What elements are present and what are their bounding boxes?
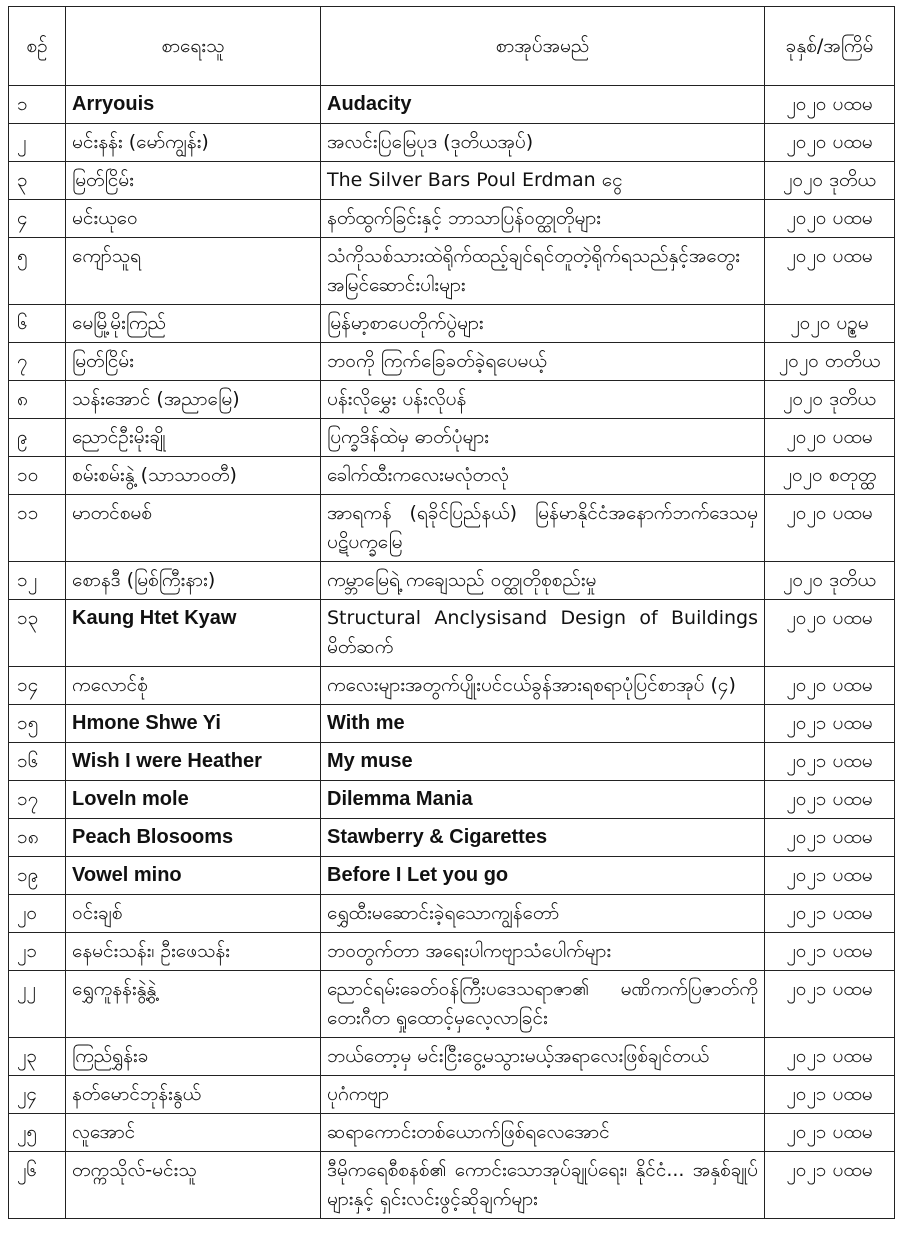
table-row	[9, 86, 895, 124]
row-author: နတ်မောင်ဘုန်းနွယ်	[66, 1076, 321, 1114]
row-title: ဘဝတွက်တာ အရေးပါကဗျာသံပေါက်များ	[321, 933, 765, 971]
row-title: ညောင်ရမ်းခေတ်ဝန်ကြီးပဒေသရာဇာ၏ မဏိကက်ပြဇာတ်ကို တေးဂီတ ရှုထောင့်မှလေ့လာခြင်း	[321, 971, 765, 1038]
row-number: ၇	[9, 343, 66, 381]
table-row	[9, 1152, 895, 1219]
row-edition: ၂၀၂၁ ပထမ	[765, 705, 895, 743]
row-title: Before I Let you go	[321, 857, 765, 895]
row-title: ကမ္ဘာမြေရဲ့ ကချေသည် ဝတ္ထုတိုစုစည်းမှု	[321, 562, 765, 600]
row-edition: ၂၀၂၀ ပဉ္စမ	[765, 305, 895, 343]
row-title: ဘဝကို ကြက်ခြေခတ်ခဲ့ရပေမယ့်	[321, 343, 765, 381]
row-number: ၁၉	[9, 857, 66, 895]
row-author: Hmone Shwe Yi	[66, 705, 321, 743]
row-number: ၂၄	[9, 1076, 66, 1114]
row-edition: ၂၀၂၁ ပထမ	[765, 895, 895, 933]
book-table	[8, 6, 895, 1219]
row-number: ၅	[9, 238, 66, 305]
row-edition: ၂၀၂၁ ပထမ	[765, 933, 895, 971]
row-title: Stawberry & Cigarettes	[321, 819, 765, 857]
row-number: ၉	[9, 419, 66, 457]
table-row	[9, 200, 895, 238]
row-title: အာရကန် (ရခိုင်ပြည်နယ်) မြန်မာနိုင်ငံအနောက်ဘက်ဒေသမှ ပဋိပက္ခမြေ	[321, 495, 765, 562]
row-author: နေမင်းသန်း၊ ဦးဖေသန်း	[66, 933, 321, 971]
row-edition: ၂၀၂၁ ပထမ	[765, 1152, 895, 1219]
row-edition: ၂၀၂၀ စတုတ္ထ	[765, 457, 895, 495]
row-author: မာတင်စမစ်	[66, 495, 321, 562]
row-edition: ၂၀၂၀ တတိယ	[765, 343, 895, 381]
row-author: ကြည်ရွှန်းခ	[66, 1038, 321, 1076]
row-number: ၂၅	[9, 1114, 66, 1152]
row-title: My muse	[321, 743, 765, 781]
table-row	[9, 667, 895, 705]
row-author: Vowel mino	[66, 857, 321, 895]
row-author: ကျော်သူရ	[66, 238, 321, 305]
row-title: ရွှေထီးမဆောင်းခဲ့ရသောကျွန်တော်	[321, 895, 765, 933]
row-author: ကလောင်စုံ	[66, 667, 321, 705]
table-row	[9, 162, 895, 200]
table-row	[9, 1038, 895, 1076]
table-row	[9, 705, 895, 743]
row-edition: ၂၀၂၀ ပထမ	[765, 419, 895, 457]
table-row	[9, 971, 895, 1038]
header-edition: ခုနှစ်/အကြိမ်	[765, 7, 895, 86]
row-number: ၈	[9, 381, 66, 419]
row-number: ၂၁	[9, 933, 66, 971]
table-row	[9, 343, 895, 381]
row-number: ၁၂	[9, 562, 66, 600]
row-author: Kaung Htet Kyaw	[66, 600, 321, 667]
row-title: မြန်မာ့စာပေတိုက်ပွဲများ	[321, 305, 765, 343]
row-title: The Silver Bars Poul Erdman ငွေ	[321, 162, 765, 200]
row-title: Audacity	[321, 86, 765, 124]
header-author: စာရေးသူ	[66, 7, 321, 86]
table-row	[9, 895, 895, 933]
table-row	[9, 819, 895, 857]
row-edition: ၂၀၂၀ ဒုတိယ	[765, 162, 895, 200]
row-number: ၁၇	[9, 781, 66, 819]
table-row	[9, 933, 895, 971]
row-title: ကလေးများအတွက်ပျိုးပင်ငယ်ခွန်အားရစရာပုံပြင်စာအုပ် (၄)	[321, 667, 765, 705]
row-author: လူအောင်	[66, 1114, 321, 1152]
row-author: စောနဒီ (မြစ်ကြီးနား)	[66, 562, 321, 600]
row-author: မြတ်ငြိမ်း	[66, 162, 321, 200]
table-body	[9, 86, 895, 1219]
row-author: မင်းယုဝေ	[66, 200, 321, 238]
row-author: မေမြို့မိုးကြည်	[66, 305, 321, 343]
row-edition: ၂၀၂၀ ပထမ	[765, 200, 895, 238]
row-number: ၄	[9, 200, 66, 238]
row-number: ၂၃	[9, 1038, 66, 1076]
row-author: စမ်းစမ်းနွဲ့ (သာသာဝတီ)	[66, 457, 321, 495]
row-edition: ၂၀၂၀ ဒုတိယ	[765, 562, 895, 600]
table-row	[9, 419, 895, 457]
table-row	[9, 381, 895, 419]
row-title: Structural Anclysisand Design of Buildings မိတ်ဆက်	[321, 600, 765, 667]
row-number: ၆	[9, 305, 66, 343]
row-edition: ၂၀၂၀ ပထမ	[765, 667, 895, 705]
row-number: ၁	[9, 86, 66, 124]
row-edition: ၂၀၂၁ ပထမ	[765, 857, 895, 895]
table-row	[9, 457, 895, 495]
row-number: ၂၆	[9, 1152, 66, 1219]
row-number: ၁၃	[9, 600, 66, 667]
row-title: အလင်းပြမြေပုဒ (ဒုတိယအုပ်)	[321, 124, 765, 162]
row-title: ပုဂံကဗျာ	[321, 1076, 765, 1114]
row-edition: ၂၀၂၁ ပထမ	[765, 743, 895, 781]
row-title: ဘယ်တော့မှ မင်းငြီးငွေ့မသွားမယ့်အရာလေးဖြစ်ချင်တယ်	[321, 1038, 765, 1076]
row-number: ၂၀	[9, 895, 66, 933]
row-edition: ၂၀၂၀ ဒုတိယ	[765, 381, 895, 419]
row-edition: ၂၀၂၁ ပထမ	[765, 1076, 895, 1114]
row-number: ၁၅	[9, 705, 66, 743]
row-title: ဆရာကောင်းတစ်ယောက်ဖြစ်ရလေအောင်	[321, 1114, 765, 1152]
table-header-row	[9, 7, 895, 86]
table-row	[9, 781, 895, 819]
row-number: ၁၄	[9, 667, 66, 705]
table-row	[9, 600, 895, 667]
header-title: စာအုပ်အမည်	[321, 7, 765, 86]
table-row	[9, 562, 895, 600]
row-number: ၁၈	[9, 819, 66, 857]
header-no: စဉ်	[9, 7, 66, 86]
row-title: နတ်ထွက်ခြင်းနှင့် ဘာသာပြန်ဝတ္ထုတိုများ	[321, 200, 765, 238]
table-row	[9, 857, 895, 895]
row-author: သန်းအောင် (အညာမြေ)	[66, 381, 321, 419]
row-number: ၁၀	[9, 457, 66, 495]
row-number: ၁၆	[9, 743, 66, 781]
row-number: ၂၂	[9, 971, 66, 1038]
row-author: မင်းနန်း (မော်ကျွန်း)	[66, 124, 321, 162]
row-author: Arryouis	[66, 86, 321, 124]
row-title: ပြက္ခဒိန်ထဲမှ ဓာတ်ပုံများ	[321, 419, 765, 457]
row-number: ၁၁	[9, 495, 66, 562]
row-edition: ၂၀၂၀ ပထမ	[765, 86, 895, 124]
table-row	[9, 743, 895, 781]
row-edition: ၂၀၂၁ ပထမ	[765, 781, 895, 819]
table-row	[9, 1076, 895, 1114]
row-edition: ၂၀၂၀ ပထမ	[765, 495, 895, 562]
row-title: ခေါက်ထီးကလေးမလုံတလုံ	[321, 457, 765, 495]
row-title: With me	[321, 705, 765, 743]
row-edition: ၂၀၂၁ ပထမ	[765, 819, 895, 857]
row-edition: ၂၀၂၁ ပထမ	[765, 1038, 895, 1076]
row-author: Peach Blosooms	[66, 819, 321, 857]
table-row	[9, 1114, 895, 1152]
row-author: ဝင်းချစ်	[66, 895, 321, 933]
row-title: သံကိုသစ်သားထဲရိုက်ထည့်ချင်ရင်တူတဲ့ရိုက်ရသည်နှင့်အတွေးအမြင်ဆောင်းပါးများ	[321, 238, 765, 305]
row-author: Wish I were Heather	[66, 743, 321, 781]
row-edition: ၂၀၂၀ ပထမ	[765, 124, 895, 162]
row-edition: ၂၀၂၀ ပထမ	[765, 238, 895, 305]
row-title: ဒီမိုကရေစီစနစ်၏ ကောင်းသောအုပ်ချုပ်ရေး၊ နိုင်ငံ... အနှစ်ချုပ်များနှင့် ရှင်းလင်းဖွင့်ဆိုချက်များ	[321, 1152, 765, 1219]
row-author: ရွှေကူနန်းနွဲ့နွဲ့	[66, 971, 321, 1038]
row-edition: ၂၀၂၁ ပထမ	[765, 971, 895, 1038]
table-row	[9, 305, 895, 343]
table-row	[9, 238, 895, 305]
row-author: မြတ်ငြိမ်း	[66, 343, 321, 381]
row-author: ညောင်ဦးမိုးချို	[66, 419, 321, 457]
table-row	[9, 495, 895, 562]
row-title: Dilemma Mania	[321, 781, 765, 819]
table-row	[9, 124, 895, 162]
row-number: ၂	[9, 124, 66, 162]
row-edition: ၂၀၂၀ ပထမ	[765, 600, 895, 667]
row-edition: ၂၀၂၁ ပထမ	[765, 1114, 895, 1152]
row-number: ၃	[9, 162, 66, 200]
row-author: တက္ကသိုလ်-မင်းသူ	[66, 1152, 321, 1219]
row-author: Loveln mole	[66, 781, 321, 819]
row-title: ပန်းလိုမွှေး ပန်းလိုပန်	[321, 381, 765, 419]
